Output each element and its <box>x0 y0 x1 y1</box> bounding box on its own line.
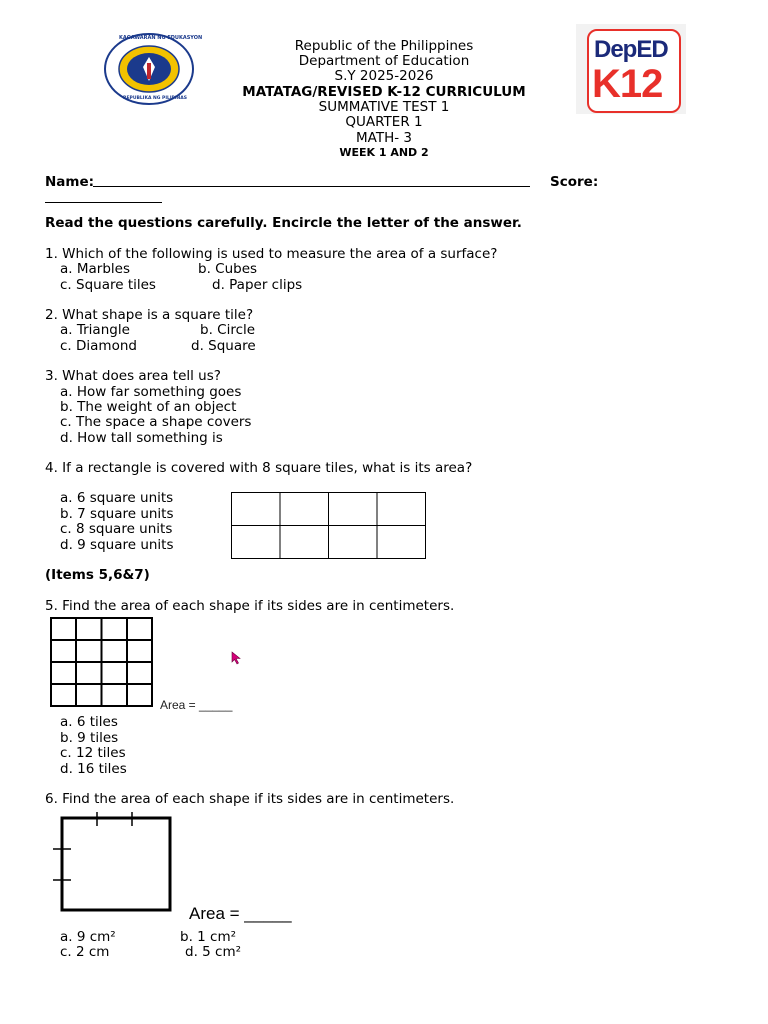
q3-choice-b[interactable]: b. The weight of an object <box>60 399 237 415</box>
cursor-icon <box>231 650 241 664</box>
name-label: Name: <box>45 174 95 190</box>
header-subject: MATH- 3 <box>356 130 412 146</box>
q4-question: 4. If a rectangle is covered with 8 square tiles, what is its area? <box>45 460 473 476</box>
q4-choice-a[interactable]: a. 6 square units <box>60 490 174 506</box>
q4-choice-d[interactable]: d. 9 square units <box>60 537 174 553</box>
q4-choice-c[interactable]: c. 8 square units <box>60 521 173 537</box>
q5-choice-c[interactable]: c. 12 tiles <box>60 745 126 761</box>
q4-tile-grid <box>231 492 427 559</box>
header-quarter: QUARTER 1 <box>345 114 423 130</box>
q6-question: 6. Find the area of each shape if its sides are in centimeters. <box>45 791 455 807</box>
deped-text: DepED <box>594 36 668 63</box>
k12-text: K12 <box>592 62 663 106</box>
header-test-title: SUMMATIVE TEST 1 <box>318 99 450 115</box>
q5-choice-b[interactable]: b. 9 tiles <box>60 730 119 746</box>
q1-choice-d[interactable]: d. Paper clips <box>212 277 303 293</box>
q5-choice-d[interactable]: d. 16 tiles <box>60 761 127 777</box>
q5-choice-a[interactable]: a. 6 tiles <box>60 714 118 730</box>
q2-choice-a[interactable]: a. Triangle <box>60 322 130 338</box>
seal-bottom-text: REPUBLIKA NG PILIPINAS <box>123 96 188 101</box>
q2-choice-c[interactable]: c. Diamond <box>60 338 137 354</box>
q1-question: 1. Which of the following is used to measure the area of a surface? <box>45 246 498 262</box>
q4-choice-b[interactable]: b. 7 square units <box>60 506 174 522</box>
score-label: Score: <box>550 174 599 190</box>
deped-k12-logo <box>576 24 686 114</box>
q3-question: 3. What does area tell us? <box>45 368 221 384</box>
header-school-year: S.Y 2025-2026 <box>334 68 434 84</box>
header-week: WEEK 1 AND 2 <box>339 146 429 159</box>
q6-choice-b[interactable]: b. 1 cm² <box>180 929 237 945</box>
q5-area-label: Area = _____ <box>160 698 233 712</box>
q6-choice-c[interactable]: c. 2 cm <box>60 944 110 960</box>
q6-area-label: Area = _____ <box>189 904 292 923</box>
q1-choice-a[interactable]: a. Marbles <box>60 261 130 277</box>
q1-choice-b[interactable]: b. Cubes <box>198 261 258 277</box>
instructions: Read the questions carefully. Encircle the letter of the answer. <box>45 215 522 231</box>
q3-choice-d[interactable]: d. How tall something is <box>60 430 223 446</box>
q3-choice-a[interactable]: a. How far something goes <box>60 384 242 400</box>
header-republic: Republic of the Philippines <box>294 38 474 54</box>
q5-square-grid <box>50 617 154 707</box>
q5-question: 5. Find the area of each shape if its sides are in centimeters. <box>45 598 455 614</box>
q2-choice-b[interactable]: b. Circle <box>200 322 256 338</box>
q6-choice-a[interactable]: a. 9 cm² <box>60 929 116 945</box>
q6-choice-d[interactable]: d. 5 cm² <box>185 944 242 960</box>
q3-choice-c[interactable]: c. The space a shape covers <box>60 414 252 430</box>
header-department: Department of Education <box>298 53 470 69</box>
header-curriculum: MATATAG/REVISED K-12 CURRICULUM <box>242 84 526 100</box>
name-field[interactable] <box>93 186 530 187</box>
q6-square-shape <box>50 810 174 914</box>
items-note: (Items 5,6&7) <box>45 567 150 583</box>
seal-top-text: KAGAWARAN NG EDUKASYON <box>119 35 203 41</box>
q2-choice-d[interactable]: d. Square <box>191 338 256 354</box>
q2-question: 2. What shape is a square tile? <box>45 307 254 323</box>
deped-seal <box>103 33 203 105</box>
score-field[interactable] <box>45 202 162 203</box>
q1-choice-c[interactable]: c. Square tiles <box>60 277 156 293</box>
